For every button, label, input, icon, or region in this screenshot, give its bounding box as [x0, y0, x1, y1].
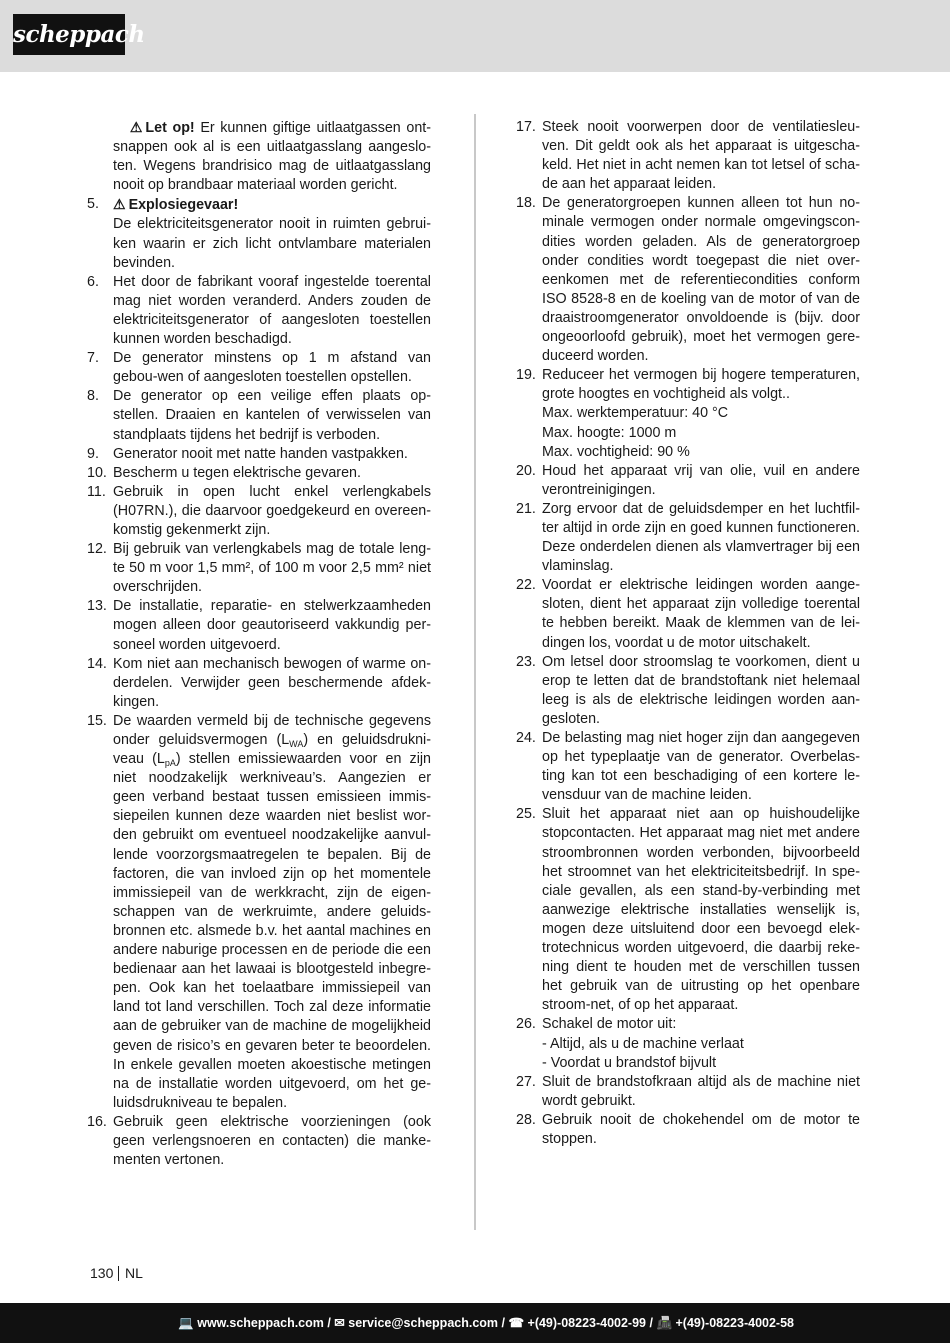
header-band: [0, 0, 950, 72]
item-text: ) stellen emissiewaarden voor en zijn niet noodzakelijk werkniveau’s. Aangezien er geen verband bestaat tussen emissieen immis-siepeilen kunnen deze waarden niet beslist wor-den gebruikt om eventueel noodzakelijke aanvul-lende voorzorgsmaatregelen te bepalen. Bij de factoren, die van invloed zijn op het momentele immissiepeil van de werkkracht, zijn de eigen-schappen van de werkruimte, andere geluids-bronnen etc. alsmede b.v. het aantal machines en andere naburige processen en de periode die een bedienaar aan het lawaai is blootgesteld inbegre-pen. Ook kan het toelaatbare immissiepeil van land tot land verschillen. Toch zal deze informatie aan de gebruiker van de machine de mogelijkheid geven de risico’s en gevaren beter te beoordelen. In enkele gevallen moeten akoestische metingen na de installatie worden uitgevoerd, om het ge-luidsdrukniveau te bepalen.: [113, 751, 432, 1111]
item-text: Om letsel door stroomslag te voorkomen, dient u erop te letten dat de brandstoftank niet helemaal leeg is als de elektrische leidingen worden aan-gesloten.: [542, 653, 860, 727]
website-link[interactable]: www.scheppach.com: [197, 1316, 324, 1330]
footer-separator: /: [323, 1316, 335, 1330]
item-text: De elektriciteitsgenerator nooit in ruimten gebrui-ken waarin er zich licht ontvlambare materialen bevinden.: [113, 216, 431, 271]
list-item: [516, 194, 860, 366]
list-item: [516, 1015, 860, 1072]
item-text: De waarden vermeld bij de technische gegevens onder geluidsvermogen (L: [113, 712, 431, 748]
list-item: [516, 462, 860, 500]
list-item: [516, 653, 860, 729]
item-text: De generatorgroepen kunnen alleen tot hun no-minale vermogen onder normale omgevingscon-dities worden geladen. Als de generatorgroep onder condities wordt toegepast die niet over-eenkomen met de referentiecondities conform ISO 8528-8 en de koeling van de motor of van de draaistroomgenerator onvoldoende is (bijv. door ongeoorloofd gebruik), moet het vermogen gere-duceerd worden.: [542, 195, 860, 365]
item-number: 23.: [516, 653, 536, 670]
list-item: [87, 1113, 431, 1170]
item-number: 18.: [516, 195, 536, 212]
subscript-pa: pA: [164, 758, 176, 769]
page-number-separator: [118, 1266, 119, 1281]
scheppach-logo[interactable]: scheppach: [13, 14, 125, 55]
footer-separator: /: [498, 1316, 509, 1330]
sub-line: - Voordat u brandstof bijvult: [542, 1054, 717, 1071]
list-item: [87, 597, 431, 654]
list-item: [87, 712, 431, 1113]
item-text: Gebruik in open lucht enkel verlengkabels (H07RN.), die daarvoor goedgekeurd en overeen-komstig gekenmerkt zijn.: [113, 483, 431, 538]
item-number: 21.: [516, 500, 536, 517]
list-item: [87, 655, 431, 712]
list-item: [87, 445, 431, 464]
item-number: 15.: [87, 712, 107, 729]
item-text: De installatie, reparatie- en stelwerkzaamheden mogen alleen door geautoriseerd vakkundig per-soneel worden uitgevoerd.: [113, 598, 431, 653]
item-text: Gebruik geen elektrische voorzieningen (ook geen verlengsnoeren en contacten) die manke-menten vertonen.: [113, 1113, 431, 1169]
item-text: De generator minstens op 1 m afstand van gebou-wen of aangesloten toestellen opstellen.: [113, 350, 431, 386]
item-text: Zorg ervoor dat de geluidsdemper en het luchtfil-ter altijd in orde zijn en goed kunnen functioneren. Deze onderdelen dienen als vlamvertrager bij een vlaminslag.: [542, 500, 860, 575]
item-number: 9.: [87, 445, 99, 462]
item-title: Explosiegevaar!: [128, 197, 239, 214]
list-item: [516, 118, 860, 194]
item-text: Steek nooit voorwerpen door de ventilatiesleu-ven. Dit geldt ook als het apparaat is uitgescha-keld. Het niet in acht nemen kan tot letsel of scha-de aan het apparaat leiden.: [542, 119, 860, 193]
item-number: 14.: [87, 655, 107, 672]
item-number: 17.: [516, 119, 536, 135]
item-number: 16.: [87, 1113, 107, 1130]
item-number: 7.: [87, 350, 99, 367]
item-number: 5.: [87, 196, 99, 213]
item-number: 25.: [516, 806, 536, 823]
item-text: Reduceer het vermogen bij hogere temperaturen, grote hoogtes en vochtigheid als volgt..: [542, 367, 860, 403]
list-item: [87, 540, 431, 597]
item-text: Sluit het apparaat niet aan op huishoudelijke stopcontacten. Het apparaat mag niet met andere stroombronnen worden verbonden, bijvoorbeeld het stroomnet van het elektriciteitsbedrijf. In spe-ciale gevallen, als een stand-by-verbinding met aanwezige elektrische installaties wenselijk is, mogen deze uitsluitend door een bevoegd elek-trotechnicus worden uitgevoerd, die daarbij reke-ning dient te houden met de verschillen tussen het gebruik van de uitrusting op het openbare stroom-net, of op het apparaat.: [542, 806, 860, 1014]
list-item: [87, 464, 431, 483]
item-number: 19.: [516, 367, 536, 384]
item-text: De generator op een veilige effen plaats op-stellen. Draaien en kantelen of verwisselen van standplaats tijdens het bedrijf is verboden.: [113, 388, 431, 443]
item-number: 24.: [516, 730, 536, 746]
list-item: [87, 195, 431, 272]
item-number: 11.: [87, 483, 106, 500]
computer-icon: 💻: [178, 1316, 194, 1330]
spec-line: Max. hoogte: 1000 m: [542, 424, 677, 441]
right-column: [516, 118, 860, 1149]
item-number: 10.: [87, 464, 107, 481]
item-number: 20.: [516, 462, 536, 479]
list-item: [516, 1073, 860, 1111]
list-item: [516, 366, 860, 461]
item-number: 26.: [516, 1016, 536, 1033]
list-item: [516, 805, 860, 1015]
item-text: Generator nooit met natte handen vastpakken.: [113, 445, 408, 462]
list-item: [87, 483, 431, 540]
spec-line: Max. werktemperatuur: 40 °C: [542, 405, 729, 422]
warning-icon: ⚠: [129, 119, 143, 135]
warning-icon: ⚠: [113, 196, 126, 213]
subscript-wa: WA: [289, 739, 304, 749]
list-item: [87, 349, 431, 387]
page-language: NL: [125, 1265, 143, 1281]
footer-separator: /: [646, 1316, 657, 1330]
warning-paragraph: [87, 118, 431, 195]
item-number: 12.: [87, 541, 107, 558]
item-number: 8.: [87, 388, 99, 405]
item-text: Voordat er elektrische leidingen worden aange-sloten, dient het apparaat zijn volledige toerental te hebben bereikt. Maak de klemmen van de lei-dingen los, voordat u de motor uitschakelt.: [542, 577, 860, 651]
item-text: ) en geluidsdrukni-veau (L: [113, 732, 431, 768]
fax-icon: 📠: [656, 1316, 673, 1330]
left-column: [87, 118, 431, 1170]
item-text: Houd het apparaat vrij van olie, vuil en andere verontreinigingen.: [542, 462, 860, 498]
fax-number[interactable]: +(49)-08223-4002-58: [675, 1316, 794, 1330]
column-divider: [474, 114, 476, 1230]
item-text: Bij gebruik van verlengkabels mag de totale leng-te 50 m voor 1,5 mm², of 100 m voor 2,5 mm² niet overschrijden.: [113, 541, 431, 596]
list-item: [516, 576, 860, 652]
phone-number[interactable]: +(49)-08223-4002-99: [527, 1316, 647, 1330]
spec-line: Max. vochtigheid: 90 %: [542, 443, 690, 460]
list-item: [87, 273, 431, 349]
item-text: Schakel de motor uit:: [542, 1016, 677, 1033]
footer-bar: [0, 1303, 950, 1343]
item-text: Bescherm u tegen elektrische gevaren.: [113, 464, 361, 481]
item-number: 13.: [87, 598, 107, 615]
item-number: 28.: [516, 1111, 536, 1128]
warning-text: Er kunnen giftige uitlaatgassen ont-snappen ook al is een uitlaatgasslang aangeslo-ten. Wegens brandrisico mag de uitlaatgasslang nooit op brandbaar materiaal worden gericht.: [113, 120, 431, 194]
item-number: 6.: [87, 273, 99, 290]
list-item: [516, 500, 860, 576]
item-number: 27.: [516, 1073, 536, 1090]
item-text: De belasting mag niet hoger zijn dan aangegeven op het typeplaatje van de generator. Overbelas-ting kan tot een beschadiging of een kortere le-vensduur van de machine leiden.: [542, 730, 860, 804]
list-item: [516, 729, 860, 805]
email-link[interactable]: service@scheppach.com: [348, 1316, 499, 1330]
item-text: Kom niet aan mechanisch bewogen of warme on-derdelen. Verwijder geen beschermende afdek-kingen.: [113, 655, 431, 710]
page-number: 130: [90, 1265, 114, 1281]
phone-icon: ☎: [508, 1316, 525, 1330]
item-text: Gebruik nooit de chokehendel om de motor te stoppen.: [542, 1111, 860, 1147]
list-item: [516, 1111, 860, 1149]
sub-line: - Altijd, als u de machine verlaat: [542, 1035, 744, 1052]
item-text: Sluit de brandstofkraan altijd als de machine niet wordt gebruikt.: [542, 1073, 860, 1109]
warning-label: Let op!: [145, 120, 195, 136]
list-item: [87, 387, 431, 444]
item-text: Het door de fabrikant vooraf ingestelde toerental mag niet worden veranderd. Anders zouden de elektriciteitsgenerator of aangesloten toestellen kunnen worden beschadigd.: [113, 273, 431, 348]
mail-icon: ✉: [334, 1316, 345, 1330]
item-number: 22.: [516, 577, 536, 594]
